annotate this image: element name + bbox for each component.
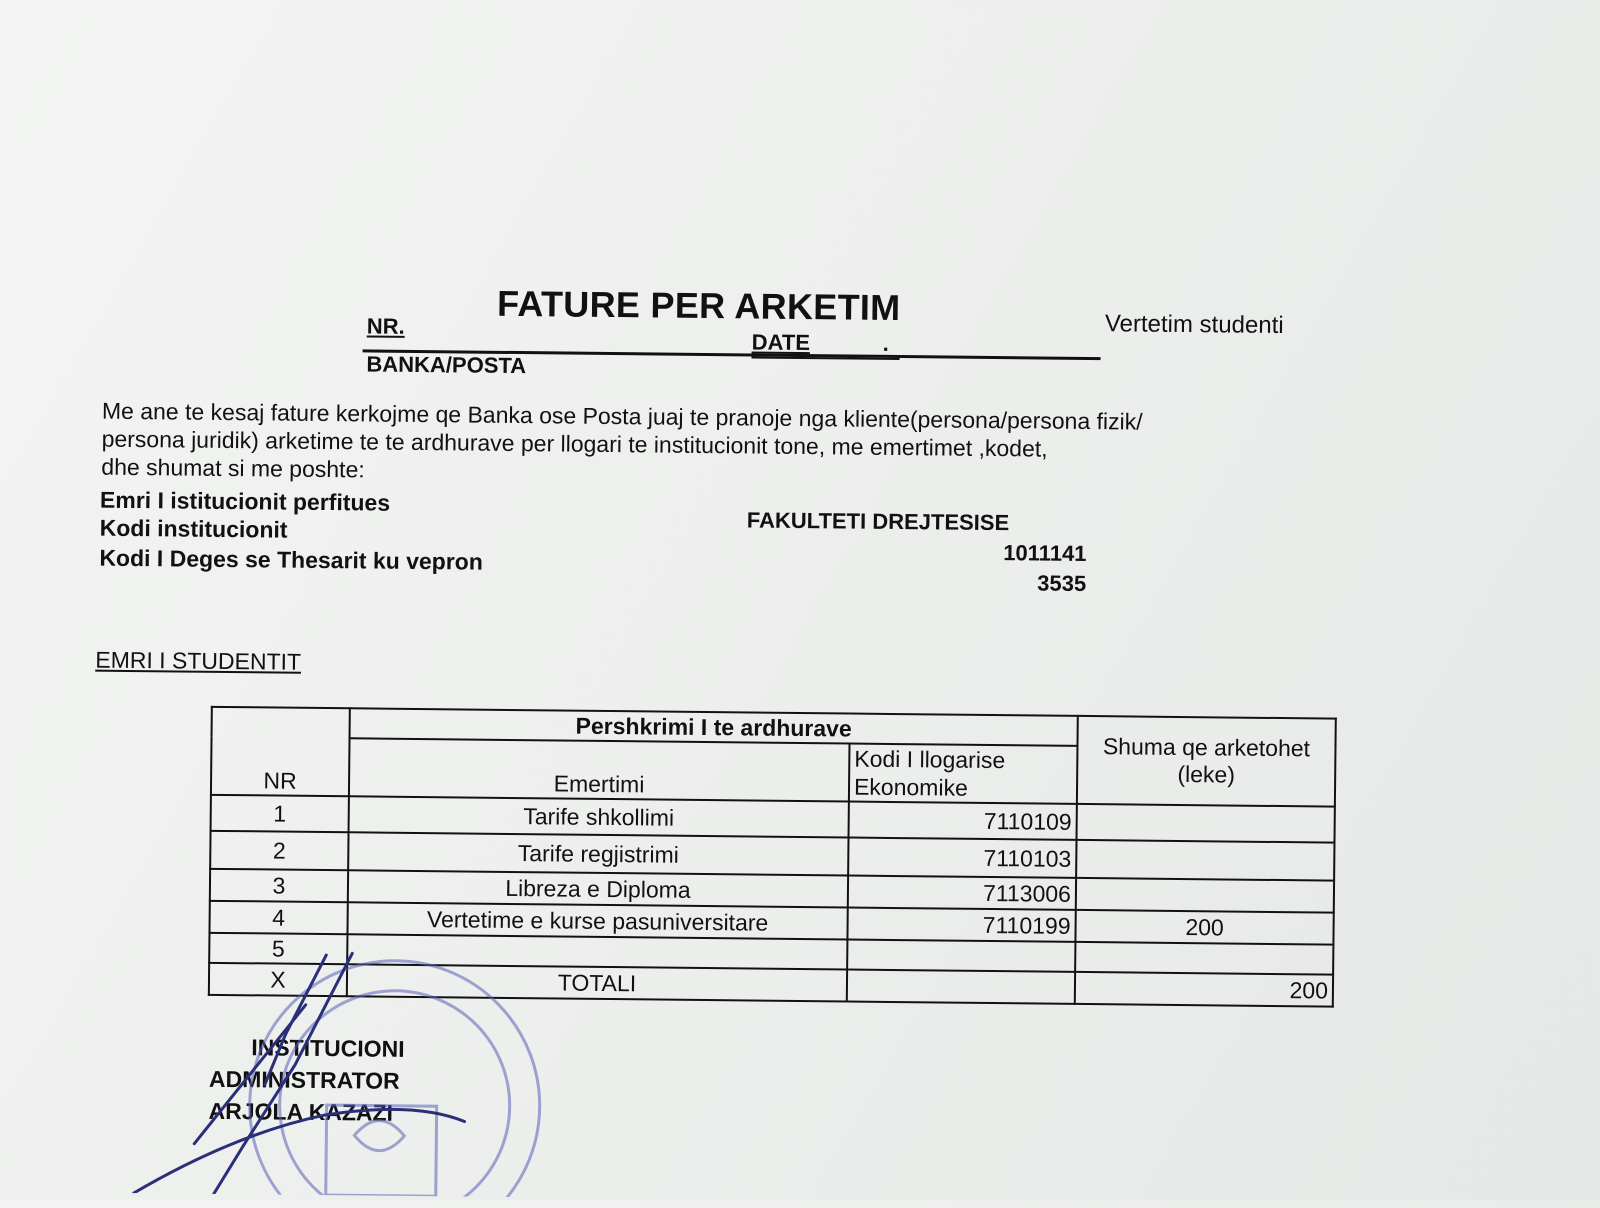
- signature-scribble: [134, 951, 467, 1196]
- institution-name-value: FAKULTETI DREJTESISE: [746, 507, 1010, 536]
- institution-code-label: Kodi institucionit: [99, 514, 288, 543]
- nr-label: NR.: [366, 313, 405, 339]
- table-row: 5: [209, 933, 1333, 975]
- date-dot: .: [882, 330, 889, 356]
- institution-name-label: Emri I istitucionit perfitues: [99, 486, 391, 516]
- table-row: 4 Vertetime e kurse pasuniversitare 7110199 200: [209, 901, 1333, 945]
- bank-label: BANKA/POSTA: [366, 351, 527, 379]
- branch-code-value: 3535: [1037, 570, 1087, 596]
- group-header: Pershkrimi I te ardhurave: [350, 708, 1078, 746]
- table-row: 3 Libreza e Diploma 7113006: [210, 869, 1334, 913]
- intro-line-2: persona juridik) arketime te te ardhurave per llogari te institucionit tone, me emertimet ,kodet,: [101, 425, 1048, 462]
- col-nr-header: NR: [211, 707, 350, 796]
- institution-code-value: 1011141: [1003, 540, 1087, 566]
- date-label: DATE: [751, 329, 811, 356]
- signature-role: ADMINISTRATOR: [208, 1065, 400, 1094]
- table-row: 2 Tarife regjistrimi 7110103: [210, 831, 1334, 881]
- col-amount-header: Shuma qe arketohet (leke): [1077, 716, 1336, 807]
- official-stamp: [248, 959, 541, 1208]
- page-title: FATURE PER ARKETIM: [496, 282, 901, 329]
- intro-line-1: Me ane te kesaj fature kerkojme qe Banka ose Posta juaj te pranoje nga kliente(persona/persona fizik/: [101, 397, 1143, 435]
- total-row: X TOTALI 200: [209, 963, 1333, 1007]
- branch-code-label: Kodi I Deges se Thesarit ku vepron: [99, 544, 483, 575]
- signature-name: ARJOLA KAZAZI: [208, 1097, 394, 1126]
- signature-institution: INSTITUCIONI: [251, 1034, 405, 1062]
- document-note: Vertetim studenti: [1104, 310, 1284, 340]
- col-code-header: Kodi I llogarise Ekonomike: [849, 744, 1078, 804]
- student-name-label: EMRI I STUDENTIT: [95, 646, 302, 675]
- col-name-header: Emertimi: [349, 738, 850, 801]
- intro-line-3: dhe shumat si me poshte:: [101, 453, 365, 483]
- table-row: 1 Tarife shkollimi 7110109: [211, 795, 1335, 843]
